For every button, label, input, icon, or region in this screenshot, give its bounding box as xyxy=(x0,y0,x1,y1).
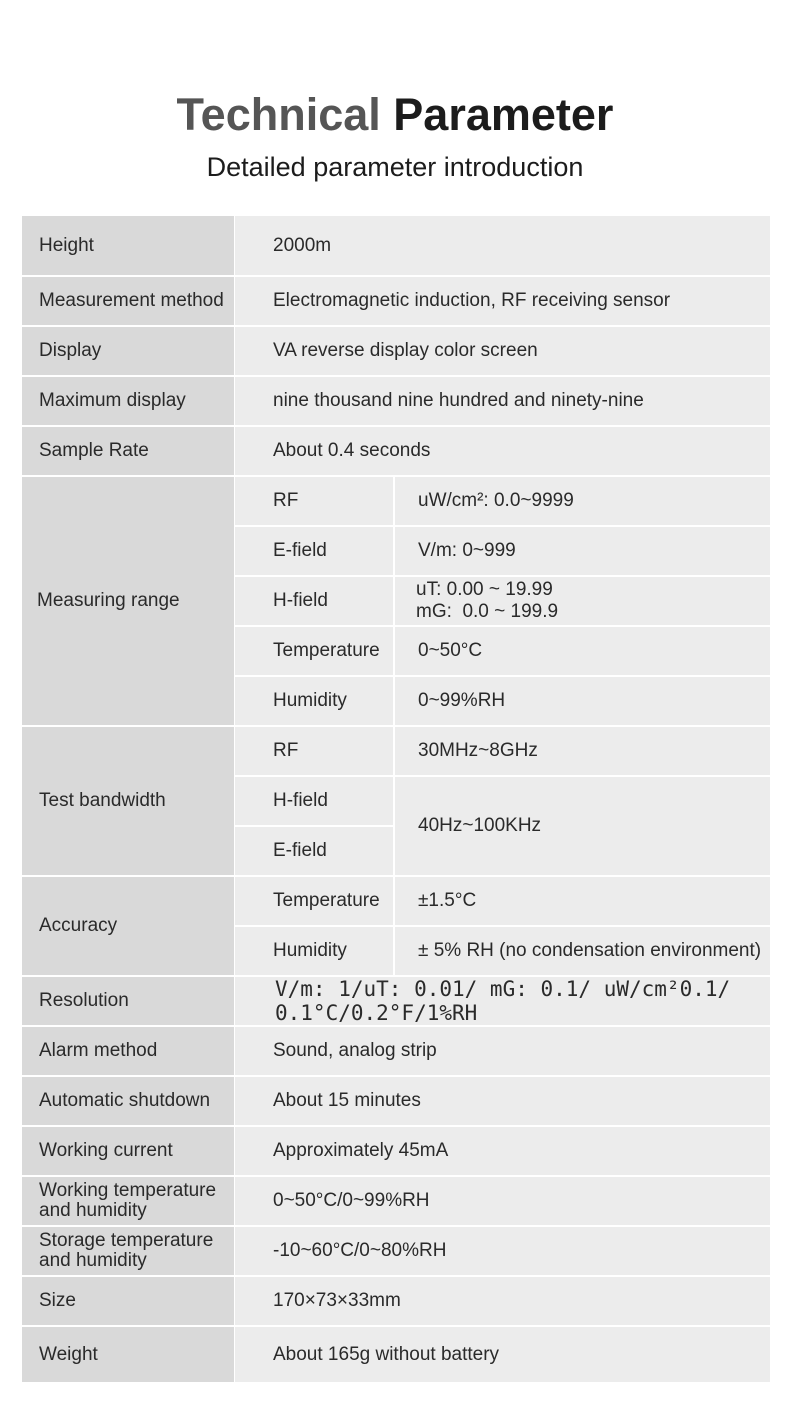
accuracy-name-humidity: Humidity xyxy=(235,927,393,975)
h-field-value-mg: mG: 0.0 ~ 199.9 xyxy=(416,601,559,622)
row-label-working-current: Working current xyxy=(22,1127,234,1175)
measuring-range-name-humidity: Humidity xyxy=(235,677,393,725)
test-bandwidth-name-h-field: H-field xyxy=(235,777,393,825)
measuring-range-value-e-field: V/m: 0~999 xyxy=(395,527,770,575)
row-label-resolution: Resolution xyxy=(22,977,234,1025)
h-field-value-ut: uT: 0.00 ~ 19.99 xyxy=(416,579,553,600)
row-value-resolution xyxy=(235,977,770,1025)
page-subtitle: Detailed parameter introduction xyxy=(206,152,584,182)
measuring-range-name-temperature: Temperature xyxy=(235,627,393,675)
row-value-storage-temperature: -10~60°C/0~80%RH xyxy=(235,1227,770,1275)
working-temperature-label-line-2: and humidity xyxy=(39,1200,147,1221)
row-value-maximum-display: nine thousand nine hundred and ninety-nine xyxy=(235,377,770,425)
row-value-working-current: Approximately 45mA xyxy=(235,1127,770,1175)
row-value-height: 2000m xyxy=(235,216,770,275)
storage-temperature-label-line-1: Storage temperature xyxy=(39,1230,214,1251)
measuring-range-value-humidity: 0~99%RH xyxy=(395,677,770,725)
row-label-measuring-range: Measuring range xyxy=(22,477,234,725)
test-bandwidth-name-e-field: E-field xyxy=(235,827,393,875)
parameter-table xyxy=(22,216,770,1382)
working-temperature-label-line-1: Working temperature xyxy=(39,1180,217,1201)
resolution-line-1: V/m: 1/uT: 0.01/ mG: 0.1/ uW/cm²0.1/ xyxy=(275,977,731,1001)
measuring-range-name-h-field: H-field xyxy=(235,577,393,625)
row-value-weight: About 165g without battery xyxy=(235,1327,770,1382)
test-bandwidth-value-field: 40Hz~100KHz xyxy=(395,777,770,875)
row-label-working-temperature xyxy=(22,1177,234,1225)
resolution-line-2: 0.1°C/0.2°F/1%RH xyxy=(275,1001,478,1025)
title-word-technical: Technical xyxy=(176,89,381,140)
row-label-automatic-shutdown: Automatic shutdown xyxy=(22,1077,234,1125)
row-label-test-bandwidth: Test bandwidth xyxy=(22,727,234,875)
row-label-sample-rate: Sample Rate xyxy=(22,427,234,475)
test-bandwidth-value-rf: 30MHz~8GHz xyxy=(395,727,770,775)
storage-temperature-label-line-2: and humidity xyxy=(39,1250,147,1271)
row-label-alarm-method: Alarm method xyxy=(22,1027,234,1075)
row-value-automatic-shutdown: About 15 minutes xyxy=(235,1077,770,1125)
row-value-display: VA reverse display color screen xyxy=(235,327,770,375)
accuracy-name-temperature: Temperature xyxy=(235,877,393,925)
row-label-accuracy: Accuracy xyxy=(22,877,234,975)
row-value-measurement-method: Electromagnetic induction, RF receiving sensor xyxy=(235,277,770,325)
test-bandwidth-name-rf: RF xyxy=(235,727,393,775)
row-label-display: Display xyxy=(22,327,234,375)
row-value-size: 170×73×33mm xyxy=(235,1277,770,1325)
accuracy-value-temperature: ±1.5°C xyxy=(395,877,770,925)
measuring-range-value-h-field xyxy=(395,577,770,625)
title-word-parameter: Parameter xyxy=(393,89,614,140)
measuring-range-value-temperature: 0~50°C xyxy=(395,627,770,675)
row-label-storage-temperature xyxy=(22,1227,234,1275)
measuring-range-name-e-field: E-field xyxy=(235,527,393,575)
row-value-sample-rate: About 0.4 seconds xyxy=(235,427,770,475)
row-label-height: Height xyxy=(22,216,234,275)
measuring-range-name-rf: RF xyxy=(235,477,393,525)
row-value-working-temperature: 0~50°C/0~99%RH xyxy=(235,1177,770,1225)
row-label-size: Size xyxy=(22,1277,234,1325)
accuracy-value-humidity: ± 5% RH (no condensation environment) xyxy=(395,927,770,975)
measuring-range-value-rf: uW/cm²: 0.0~9999 xyxy=(395,477,770,525)
row-label-measurement-method: Measurement method xyxy=(22,277,234,325)
row-label-weight: Weight xyxy=(22,1327,234,1382)
page-title xyxy=(0,88,790,142)
row-value-alarm-method: Sound, analog strip xyxy=(235,1027,770,1075)
row-label-maximum-display: Maximum display xyxy=(22,377,234,425)
